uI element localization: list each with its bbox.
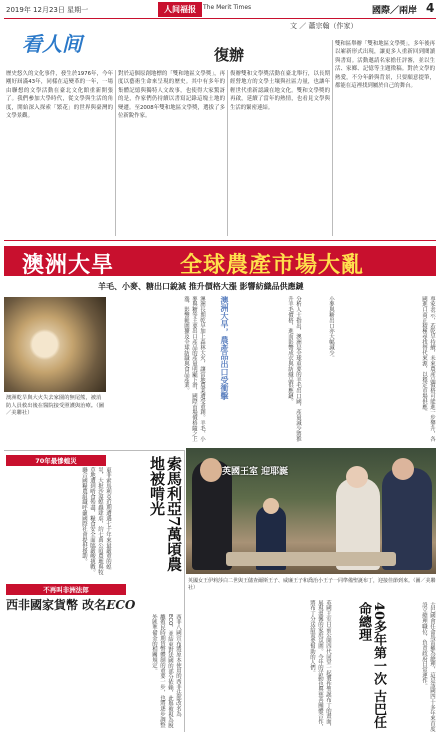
- divider: [115, 70, 116, 236]
- figure-face: [200, 458, 222, 482]
- table-shape: [226, 552, 396, 566]
- photo-overlay-title: 英國王室 迎耶誕: [222, 467, 289, 477]
- section-title: 國際／兩岸: [372, 6, 418, 16]
- divider: [227, 70, 228, 236]
- subheadline: 羊毛、小麥、糖出口銳減 推升價格大漲 影響紡織品供應鏈: [98, 282, 304, 291]
- column-logo: [22, 28, 112, 68]
- article-column-4: 專家表示，若乾旱持續，未來農產品價格可能進一步攀升，各國進口商正積極尋找替代來源，以穩定市場供應。: [421, 296, 435, 442]
- column-title: 復辦: [214, 46, 245, 64]
- west-africa-kicker: 不再叫非洲法郎: [6, 584, 126, 595]
- figure-face: [392, 458, 414, 480]
- newspaper-logo: 人间福报: [158, 2, 202, 17]
- article-column-3: 小麥與糖出口亦大幅減少。: [328, 296, 334, 361]
- figure-face: [263, 498, 279, 514]
- headline-part-1: 澳洲大旱: [22, 252, 115, 278]
- column-text-2: 對於這個原創地標的「雙和地區文學獎」，再度以藝術生命來呈現的歷史。其中有多年的集體記憶與獨特人文故事，也使得大家驚訝的是，作家們仍持續以書寫記錄這塊土地的變遷。至2008年雙和地區文學獎，選拔了多位新銳作家。: [118, 71, 225, 120]
- west-africa-headline-text: 西非國家貨幣 改名: [6, 598, 107, 612]
- west-africa-headline: [6, 596, 135, 613]
- pull-quote: 澳洲大旱，農產品出口受衝擊: [220, 296, 229, 400]
- column-text-3: 復辦雙和文學獎活動在臺北舉行，以長期經營地方的文學土壤與社區力量，也讓年輕世代重新認識在地文化。雙和文學獎的再啟，延續了當年的熱情，也看見文學與生活的緊密連結。: [230, 71, 330, 111]
- royal-family-photo: [186, 448, 436, 574]
- column-logo-text: 看人间: [22, 32, 82, 56]
- issue-date: 2019年 12月23日 星期一: [6, 6, 89, 14]
- koala-photo: [4, 297, 106, 392]
- page-number: 4: [426, 1, 435, 15]
- cuba-article: 古巴國會任命馬雷羅為總理，這是該國四十多年來首度設立總理職位，負責政府日常運作。: [421, 602, 435, 732]
- newspaper-name-en: The Merit Times: [203, 4, 252, 11]
- figure-face: [346, 466, 368, 488]
- divider: [184, 450, 185, 732]
- somalia-headline: 索馬利亞7萬頃農地被啃光: [148, 456, 183, 572]
- royal-article: 英國王室日前公開四代同堂一起製作聖誕布丁的畫面，展現溫馨的家庭氛圍。今年的活動也與慈善團體合作，將布丁分送給需要幫助的人們。: [309, 600, 331, 730]
- divider: [4, 450, 184, 451]
- main-headline-banner: [4, 246, 436, 276]
- somalia-kicker: 70年最慘蝗災: [6, 455, 106, 466]
- divider: [332, 40, 333, 236]
- cuba-headline: 40多年第一次 古巴任命總理: [356, 602, 386, 729]
- article-column-2: 分析人士指出，澳洲是全球重要的羊毛出口國，產量減少將推升羊毛價格，進而影響成衣與紡織品供應鏈。: [287, 296, 301, 442]
- article-column-1: 澳洲長期乾旱加上森林大火，讓當地農業遭受重創。羊毛、小麥與糖等主要出口產品的產量明顯下滑，國際市場價格隨之上漲，影響範圍擴及全球紡織與食品產業。: [183, 296, 205, 442]
- royal-photo-caption: 英國女王伊莉莎白二世與王儲查爾斯王子、威廉王子和喬治小王子一同準備聖誕布丁，迎接佳節到來。（圖／美聯社）: [188, 578, 436, 591]
- headline-part-2: 全球農產市場大亂: [180, 252, 365, 278]
- page-header: [0, 0, 440, 18]
- header-rule: [4, 18, 436, 19]
- west-africa-article: 西非八國宣布將原本使用的西非法郎改名為ECO，並結束對法國的部分依賴，此舉被視為脫離殖民時期貨幣體制的重要一步，也將逐步調整外匯準備金的相關規定。: [151, 614, 181, 729]
- byline: 文 ／ 蕭宗翰（作家）: [290, 22, 358, 30]
- column-text-1: 歷史悠久的文化事件，發生於1976年，今年剛好屆滿43年，同樣在這變革的一年，一場由聯想的文學活動在臺北文化館重新開張了。我們參加大學時代，從文學與生活的角度，開始深入探索「繁花」的世界與臺灣的文學景觀。: [6, 71, 113, 120]
- column-text-4: 雙和區舉辦「雙和地區文學獎」，多年後再以嶄新形式出現，讓更多人重新回到閱讀與書寫。活動邀請名家擔任評審，並以生活、家鄉、記憶等主題徵稿。對於文學的熱愛，不分年齡與背景，只要願意提筆，都能在這裡找到屬於自己的舞台。: [335, 41, 435, 90]
- photo-caption: 澳洲乾旱與大火失去家園的無尾熊，被消防人員救出後在醫院接受照護與治療。（圖／美聯社）: [6, 395, 104, 417]
- somalia-article: 東非索馬利亞近期遭遇七十年來最嚴重的蝗災，大批沙漠蝗蟲肆虐，約七萬公頃農地與牧草地遭到啃食殆盡，糧食安全面臨嚴峻挑戰。聯合國糧農組織呼籲國際社會提供援助。: [81, 467, 111, 575]
- section-rule: [4, 240, 436, 241]
- eco-text: ECO: [106, 598, 136, 612]
